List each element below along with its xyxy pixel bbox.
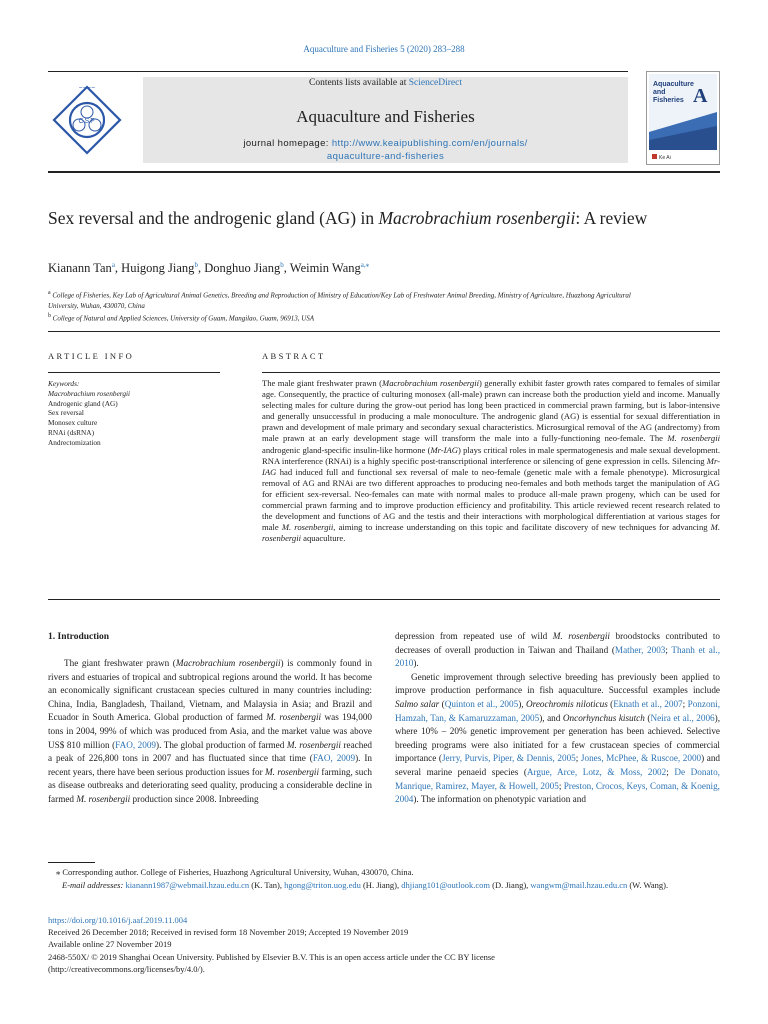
affiliation-item [48, 288, 648, 311]
italic-term: M. rosenbergii [552, 631, 610, 641]
italic-term: Mr-IAG [430, 444, 458, 455]
author-affiliation-marker[interactable]: b [194, 261, 198, 269]
citation-link[interactable]: Ponzoni, Hamzah, Tan, & Kamaruzzaman, 2005 [395, 698, 721, 723]
email-owner: (D. Jiang), [490, 880, 531, 891]
abstract-text [262, 378, 720, 544]
citation-link[interactable]: Mather, 2003 [614, 644, 666, 655]
citation-link[interactable]: Jerry, Purvis, Piper, & Dennis, 2005 [441, 753, 576, 764]
citation-link[interactable]: De Donato, Manrique, Ramirez, Mayer, & Howell, 2005 [395, 766, 720, 791]
author-affiliation-marker[interactable]: b [280, 261, 284, 269]
italic-term: Mr-IAG [262, 455, 720, 477]
italic-term: M. rosenbergii [281, 522, 334, 533]
keywords-list [48, 379, 248, 448]
author-name: Donghuo Jiang [204, 261, 281, 276]
keyword-item: RNAi (dsRNA) [48, 427, 95, 437]
email-link[interactable]: dhjiang101@outlook.com [401, 880, 491, 891]
author-name: Weimin Wang [289, 261, 361, 276]
header-top-rule [48, 71, 628, 72]
article-info-rule [48, 372, 220, 373]
text-run: The giant freshwater prawn ( [64, 658, 176, 668]
intro-paragraph [395, 671, 720, 807]
text-run: ( [439, 698, 445, 709]
email-label: E-mail addresses: [62, 880, 126, 891]
abstract-heading: ABSTRACT [262, 351, 326, 361]
cover-letter: A [693, 85, 708, 107]
homepage-link-cont[interactable]: aquaculture-and-fisheries [326, 151, 445, 162]
contents-available-line [143, 78, 628, 88]
email-link[interactable]: hgong@triton.uog.edu [284, 880, 361, 891]
homepage-label: journal homepage: [243, 138, 332, 149]
text-run: ). In recent years, there have been serious production issues for [48, 753, 373, 777]
text-run: androgenic gland-specific insulin-like hormone ( [262, 444, 431, 455]
intro-paragraph [395, 630, 720, 671]
text-run: ), and [539, 712, 563, 723]
journal-homepage [143, 137, 628, 163]
text-run: broodstocks contributed to decreases of overall production in Taiwan and Thailand ( [395, 631, 720, 655]
italic-term: Macrobrachium rosenbergii [175, 658, 281, 668]
text-run: ), [518, 698, 526, 709]
publication-info [48, 914, 720, 975]
italic-term: M. rosenbergii [266, 712, 322, 723]
text-run: aquaculture. [301, 533, 346, 544]
author-separator: , [197, 261, 205, 276]
text-run: ; [682, 698, 688, 709]
email-link[interactable]: kianann1987@webmail.hzau.edu.cn [125, 880, 250, 891]
text-run: ; [558, 780, 564, 791]
keyword-item: Andrectomization [48, 437, 101, 447]
affiliation-item [48, 311, 648, 324]
available-online: Available online 27 November 2019 [48, 939, 172, 950]
license-line-2: (http://creativecommons.org/licenses/by/4.0/). [48, 963, 205, 974]
footnote-rule [48, 862, 95, 863]
affiliation-marker: b [48, 313, 51, 320]
intro-left-column [48, 657, 372, 807]
author-separator: , [283, 261, 290, 276]
author-name: Huigong Jiang [121, 261, 195, 276]
text-run: ), where 10% – 20% genetic improvement per generation has been achieved. Selective breeding programs were also initiated for a few crustacean species of commercial importance ( [395, 712, 721, 764]
journal-citation[interactable]: Aquaculture and Fisheries 5 (2020) 283–288 [303, 44, 465, 54]
citation-link[interactable]: Quinton et al., 2005 [444, 698, 519, 709]
header-bottom-rule [48, 171, 720, 173]
citation-link[interactable]: Preston, Crocos, Keys, Coman, & Koenig, 2004 [395, 780, 720, 805]
text-run: production since 2008. Inbreeding [130, 793, 259, 804]
corresponding-author-note: ⁎ Corresponding author. College of Fisheries, Huazhong Agricultural University, Wuhan, 430070, China. [56, 867, 414, 877]
email-owner: (H. Jiang), [360, 880, 402, 891]
text-run: ). [413, 658, 419, 669]
text-run: ( [644, 712, 651, 723]
title-part-2: : A review [575, 208, 648, 228]
journal-title: Aquaculture and Fisheries [296, 107, 475, 126]
text-run: farming, such as disease outbreaks and deteriorating seed quality, producing a considerable decline in farmed [48, 766, 372, 804]
italic-term: Oreochromis niloticus [525, 698, 608, 709]
affiliations [48, 288, 648, 324]
citation-link[interactable]: Argue, Arce, Lotz, & Moss, 2002 [526, 766, 667, 777]
text-run: ; [666, 766, 675, 777]
title-part-1: Sex reversal and the androgenic gland (AG) in [48, 208, 379, 228]
text-run: Genetic improvement through selective breeding has previously been applied to improve production performance in fish aquaculture. Successful examples include [395, 671, 720, 696]
footnote [48, 866, 720, 893]
contents-prefix: Contents lists available at [308, 78, 409, 88]
abstract-rule [262, 372, 720, 373]
section-rule [48, 599, 720, 600]
text-run: , aiming to increase understanding on this topic and facilitate discovery of new techniques for advancing [333, 522, 711, 533]
italic-term: Oncorhynchus kisutch [562, 712, 645, 723]
license-line-1: 2468-550X/ © 2019 Shanghai Ocean University. Published by Elsevier B.V. This is an open access article under the CC BY license [48, 951, 495, 962]
italic-term: Salmo salar [395, 698, 440, 709]
italic-term: Macrobrachium rosenbergii [382, 378, 479, 388]
keyword-item: Sex reversal [48, 408, 84, 418]
logo-letters: CSF [78, 118, 96, 125]
email-addresses [48, 879, 720, 892]
sciencedirect-link[interactable]: ScienceDirect [408, 78, 462, 88]
text-run: ) plays critical roles in male spermatogenesis and male sexual development. RNA interference (RNAi) is a highly specific post-transcriptional interference or silencing of gene expression in cells. Silencing [262, 444, 720, 466]
svg-text:~~~~: ~~~~ [78, 85, 96, 91]
article-info-heading: ARTICLE INFO [48, 351, 135, 361]
article-title [48, 206, 688, 230]
citation-link[interactable]: FAO, 2009 [312, 753, 356, 764]
email-owner: (K. Tan), [249, 880, 285, 891]
text-run: ). The information on phenotypic variation and [413, 794, 586, 805]
received-dates: Received 26 December 2018; Received in revised form 18 November 2019; Accepted 19 November 2019 [48, 927, 409, 938]
keyword-item: Androgenic gland (AG) [48, 398, 118, 408]
citation-link[interactable]: Neira et al., 2006 [650, 712, 715, 723]
keywords-label: Keywords: [48, 379, 80, 388]
title-species: Macrobrachium rosenbergii [378, 208, 576, 228]
citation-link[interactable]: Thanh et al., 2010 [395, 644, 721, 669]
citation-link[interactable]: Jones, McPhee, & Ruscoe, 2000 [580, 753, 702, 764]
text-run: ; [665, 644, 672, 655]
italic-term: M. rosenbergii [265, 766, 320, 777]
italic-term: M. rosenbergii [262, 522, 720, 544]
email-link[interactable]: wangwm@mail.hzau.edu.cn [530, 880, 628, 891]
text-run: was 194,000 tons in 2004, 99% of which was produced from Asia, and the market value was above US$ 810 million ( [48, 712, 373, 750]
intro-right-column [395, 630, 720, 807]
affiliation-text: College of Natural and Applied Sciences, University of Guam, Mangilao, Guam, 96913, USA [50, 314, 315, 323]
introduction-heading: 1. Introduction [48, 632, 110, 642]
author-list [48, 261, 720, 276]
citation-link[interactable]: Eknath et al., 2007 [613, 698, 683, 709]
text-run: reached a peak of 226,800 tons in 2007 and has fluctuated since that time ( [48, 739, 372, 764]
doi-link[interactable]: https://doi.org/10.1016/j.aaf.2019.11.004 [48, 915, 188, 925]
email-owner: (W. Wang). [627, 880, 669, 891]
text-run: ; [575, 753, 581, 764]
homepage-link[interactable]: http://www.keaipublishing.com/en/journals/ [331, 138, 528, 149]
author-affiliation-marker[interactable]: a,⁎ [360, 261, 370, 269]
society-logo [48, 77, 126, 163]
keyword-item: Macrobrachium rosenbergii [48, 388, 131, 398]
intro-paragraph [48, 657, 372, 807]
text-run: depression from repeated use of wild [395, 631, 553, 641]
text-run: ). The global production of farmed [156, 739, 287, 750]
journal-cover-thumbnail[interactable] [646, 71, 720, 165]
text-run: ) and several marine penaeid species ( [395, 753, 721, 777]
italic-term: M. rosenbergii [76, 793, 131, 804]
cover-title-1: Aquaculture [653, 81, 694, 88]
cover-title-3: Fisheries [653, 97, 684, 104]
citation-link[interactable]: FAO, 2009 [115, 739, 157, 750]
author-name: Kianann Tan [48, 261, 112, 276]
text-run: ( [607, 698, 614, 709]
cover-title-2: and [653, 89, 666, 96]
keyword-item: Monosex culture [48, 418, 98, 428]
affiliation-marker: a [48, 290, 51, 296]
italic-term: M. rosenbergii [286, 739, 341, 750]
section-rule [48, 331, 720, 332]
italic-term: M. rosenbergii [667, 433, 720, 444]
text-run: had induced full and functional sex reversal of male to neo-female (genetic male with a female phenotype). Microsurgical removal of AG and RNAi are two different approaches to producing neo-females and both methods target the manipulation of AG for efficient sex-reversal. Neo-females can mate with normal males to produce all-male prawn progeny, which can be used for commercial prawn farming and to improve production efficiency and profitability. This article reviewed recent research related to the development and functions of AG and the testis and their interactions with morphological differentiation at various stages for male [262, 466, 720, 533]
text-run: ) is commonly found in rivers and estuaries of tropical and subtropical regions around the world. It has become an economically significant crustacean species cultured in many countries including: China, India, Bangladesh, Thailand, Vietnam, and Malaysia in Asia; and Brazil and Ecuador in South America. Global production of farmed [48, 658, 372, 723]
text-run: The male giant freshwater prawn ( [262, 378, 383, 388]
author-affiliation-marker[interactable]: a [111, 261, 115, 269]
author-separator: , [114, 261, 122, 276]
text-run: ) generally exhibit faster growth rates compared to females of similar age. Consequently, the practice of culturing monosex (all-male) prawn can increase both the production yield and income. Manually selecting males for culture during the grow-out period has long been practiced in commercial prawn farming, but is labor-intensive and generally unsuccessful in producing a male monoculture. The androgenic gland (AG) is essential for sexual differentiation in prawn and development of male primary and secondary sexual characteristics. Microsurgical removal of the AG (andrectomy) from male prawn at an early development stage will transform the male into a fully-functioning neo-female. The [262, 378, 720, 444]
cover-publisher: Ke Ai [659, 155, 671, 161]
affiliation-text: College of Fisheries, Key Lab of Agricultural Animal Genetics, Breeding and Reproduction of Ministry of Education/Key Lab of Freshwater Animal Breeding, Ministry of Agriculture, Huazhong Agricultural University, Wuhan, 430070, China [48, 291, 631, 310]
